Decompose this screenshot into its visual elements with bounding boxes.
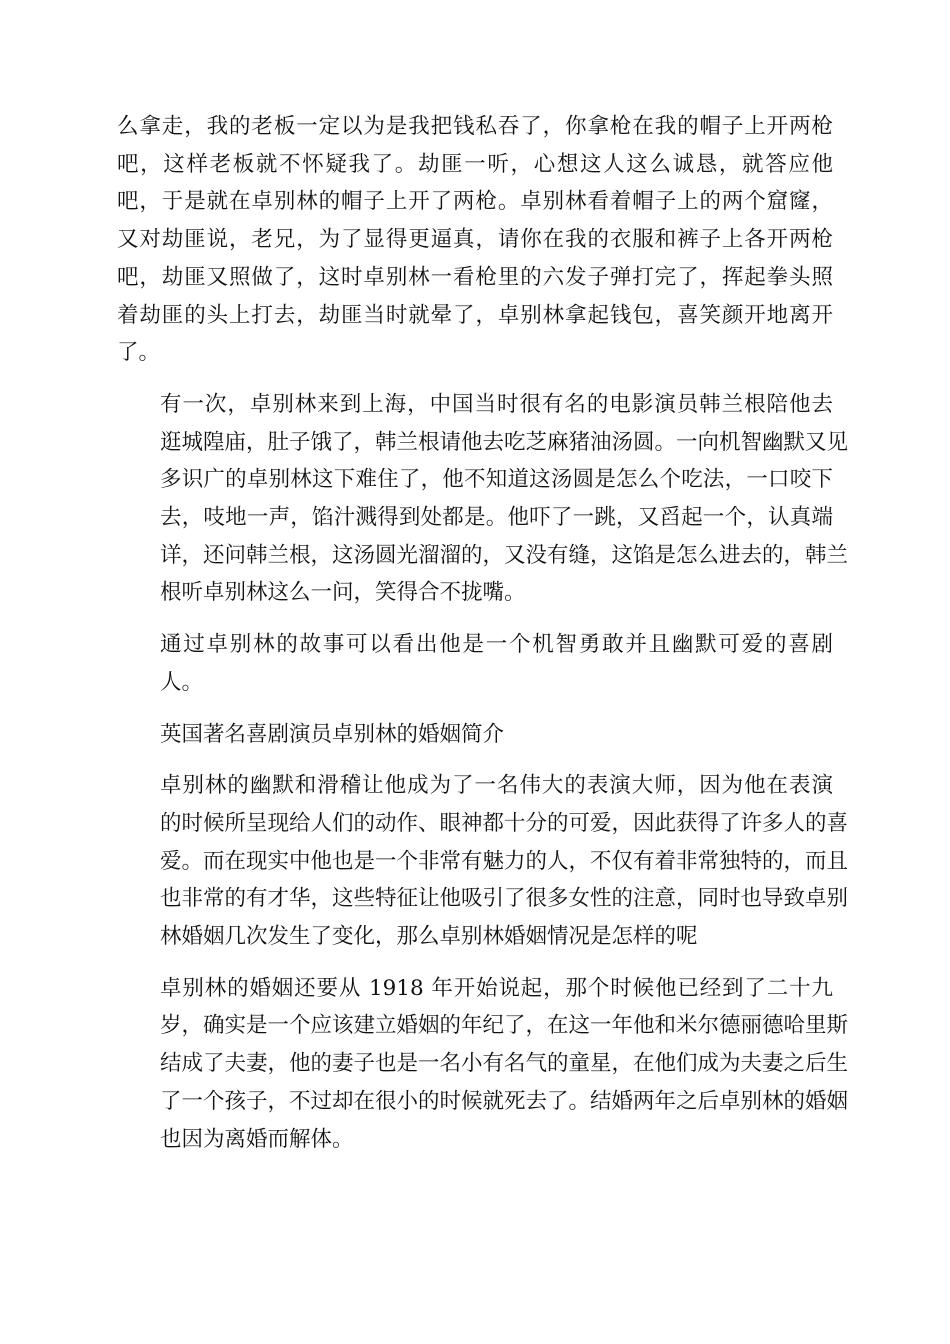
text-line: 的时候所呈现给人们的动作、眼神都十分的可爱，因此获得了许多人的喜 xyxy=(160,810,849,836)
text-line: 了。 xyxy=(117,340,161,366)
text-line: 也非常的有才华，这些特征让他吸引了很多女性的注意，同时也导致卓别 xyxy=(160,886,849,912)
text-line: 卓别林的婚姻还要从 1918 年开始说起，那个时候他已经到了二十九 xyxy=(160,975,833,1001)
text-line: 林婚姻几次发生了变化，那么卓别林婚姻情况是怎样的呢 xyxy=(160,924,698,950)
text-line: 又对劫匪说，老兄，为了显得更逼真，请你在我的衣服和裤子上各开两枪 xyxy=(117,227,833,253)
section-heading xyxy=(117,716,833,754)
heading-text: 英国著名喜剧演员卓别林的婚姻简介 xyxy=(160,721,505,747)
paragraph-first-marriage xyxy=(117,970,849,1159)
text-line: 逛城隍庙，肚子饿了，韩兰根请他去吃芝麻猪油汤圆。一向机智幽默又见 xyxy=(160,429,849,455)
text-line: 么拿走，我的老板一定以为是我把钱私吞了，你拿枪在我的帽子上开两枪 xyxy=(117,114,833,139)
text-line: 了一个孩子，不过却在很小的时候就死去了。结婚两年之后卓别林的婚姻 xyxy=(160,1088,849,1114)
text-line: 人。 xyxy=(160,669,204,695)
paragraph-robbery-ending xyxy=(117,108,833,372)
text-line: 吧，这样老板就不怀疑我了。劫匪一听，心想这人这么诚恳，就答应他 xyxy=(117,151,833,177)
text-line: 吧，于是就在卓别林的帽子上开了两枪。卓别林看着帽子上的两个窟窿， xyxy=(117,189,833,215)
text-line: 有一次，卓别林来到上海，中国当时很有名的电影演员韩兰根陪他去 xyxy=(160,391,833,417)
text-line: 详，还问韩兰根，这汤圆光溜溜的，又没有缝，这馅是怎么进去的，韩兰 xyxy=(160,542,849,568)
paragraph-shanghai-story xyxy=(117,386,849,612)
text-line: 结成了夫妻，他的妻子也是一名小有名气的童星，在他们成为夫妻之后生 xyxy=(160,1051,849,1077)
text-line: 通过卓别林的故事可以看出他是一个机智勇敢并且幽默可爱的喜剧 xyxy=(160,632,833,658)
text-line: 多识广的卓别林这下难住了，他不知道这汤圆是怎么个吃法，一口咬下 xyxy=(160,467,833,493)
text-line: 岁，确实是一个应该建立婚姻的年纪了，在这一年他和米尔德丽德哈里斯 xyxy=(160,1013,849,1039)
paragraph-marriage-intro xyxy=(117,767,849,956)
text-line: 爱。而在现实中他也是一个非常有魅力的人，不仅有着非常独特的，而且 xyxy=(160,848,849,874)
paragraph-summary xyxy=(117,626,833,701)
text-line: 根听卓别林这么一问，笑得合不拢嘴。 xyxy=(160,580,526,606)
text-line: 着劫匪的头上打去，劫匪当时就晕了，卓别林拿起钱包，喜笑颜开地离开 xyxy=(117,302,833,328)
text-line: 也因为离婚而解体。 xyxy=(160,1126,354,1152)
text-line: 去，吱地一声，馅汁溅得到处都是。他吓了一跳，又舀起一个，认真端 xyxy=(160,505,833,531)
document-page xyxy=(117,108,849,1172)
text-line: 卓别林的幽默和滑稽让他成为了一名伟大的表演大师，因为他在表演 xyxy=(160,773,833,799)
text-line: 吧，劫匪又照做了，这时卓别林一看枪里的六发子弹打完了，挥起拳头照 xyxy=(117,264,833,290)
